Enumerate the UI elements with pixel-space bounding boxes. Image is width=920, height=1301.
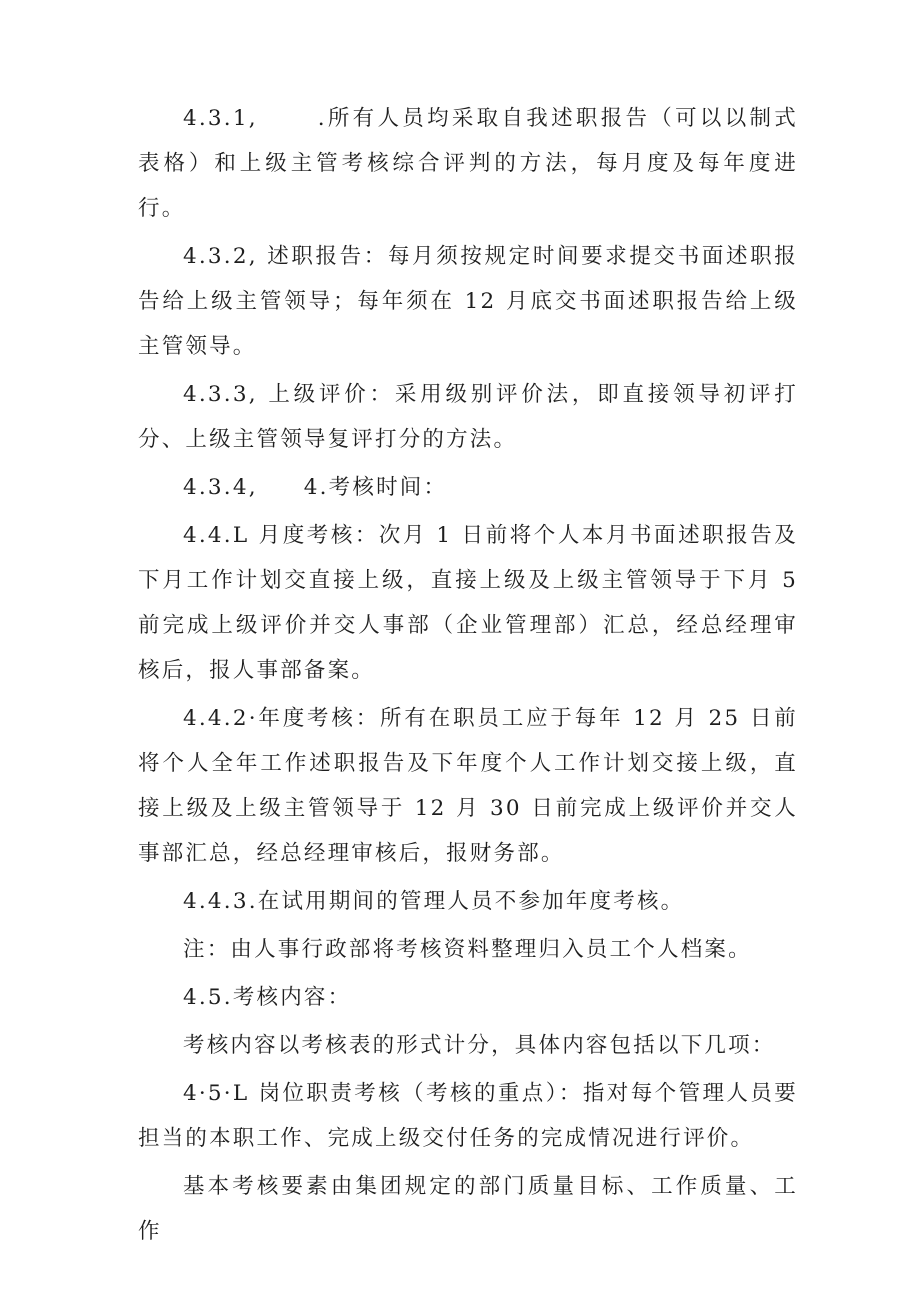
paragraph-4-3-3: 4.3.3, 上级评价：采用级别评价法，即直接领导初评打分、上级主管领导复评打分的方法。 xyxy=(138,382,798,452)
clause-text: 4.考核时间： xyxy=(303,475,448,500)
paragraph-4-3-2: 4.3.2, 述职报告：每月须按规定时间要求提交书面述职报告给上级主管领导；每年须在 12 月底交书面述职报告给上级主管领导。 xyxy=(138,244,798,359)
paragraph-4-5-1: 4·5·L 岗位职责考核（考核的重点）：指对每个管理人员要担当的本职工作、完成上级交付任务的完成情况进行评价。 xyxy=(138,1081,798,1151)
paragraph-4-3-1 xyxy=(138,96,798,231)
clause-number: 4.3.4, xyxy=(183,475,258,500)
paragraph-4-4-2: 4.4.2·年度考核：所有在职员工应于每年 12 月 25 日前将个人全年工作述职报告及下年度个人工作计划交接上级，直接上级及上级主管领导于 12 月 30 日前完成上级评价并交人事部汇总，经总经理审核后，报财务部。 xyxy=(138,706,798,866)
paragraph-4-4-3: 4.4.3.在试用期间的管理人员不参加年度考核。 xyxy=(183,889,685,914)
clause-number: 4.3.1, xyxy=(183,106,258,131)
paragraph-content-intro: 考核内容以考核表的形式计分，具体内容包括以下几项： xyxy=(183,1033,776,1058)
paragraph-4-4-1: 4.4.L 月度考核：次月 1 日前将个人本月书面述职报告及下月工作计划交直接上级，直接上级及上级主管领导于下月 5 前完成上级评价并交人事部（企业管理部）汇总，经总经理审核后，报人事部备案。 xyxy=(138,523,798,683)
paragraph-note: 注：由人事行政部将考核资料整理归入员工个人档案。 xyxy=(183,937,752,962)
clause-text: .所有人员均采取自我述职报告（可以以制式表格）和上级主管考核综合评判的方法，每月度及每年度进行。 xyxy=(138,106,798,221)
paragraph-4-3-4 xyxy=(138,465,798,510)
document-body xyxy=(138,96,798,1257)
paragraph-4-5: 4.5.考核内容： xyxy=(183,985,352,1010)
paragraph-basic-elements: 基本考核要素由集团规定的部门质量目标、工作质量、工作 xyxy=(138,1174,798,1244)
